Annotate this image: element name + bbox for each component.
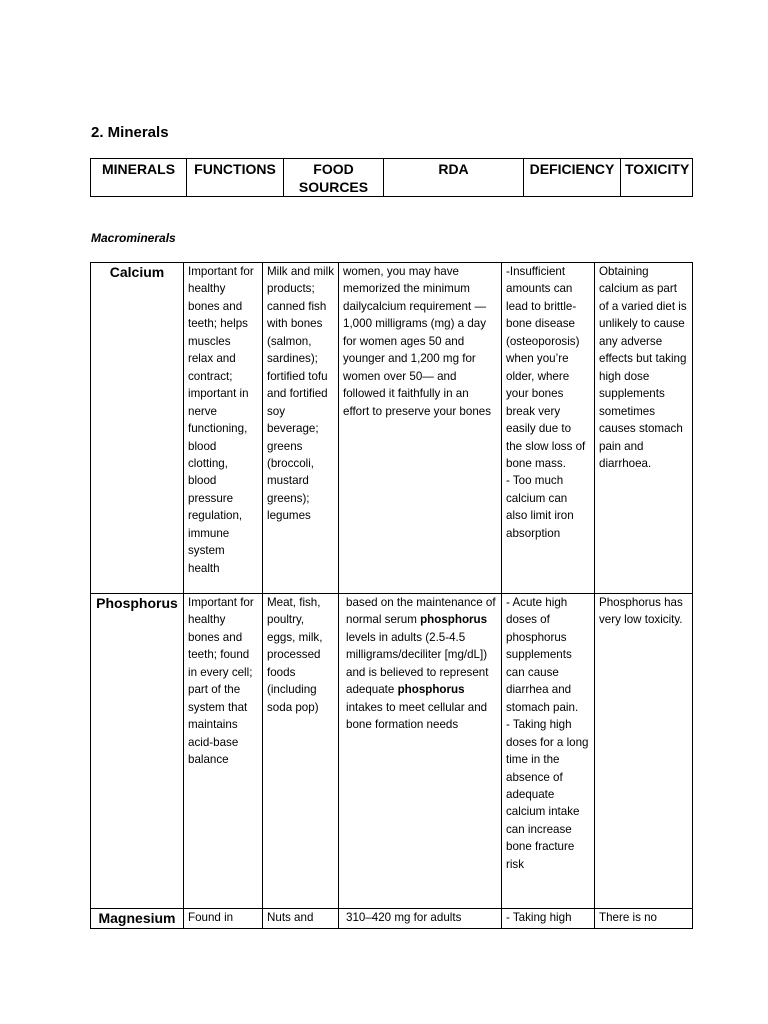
header-minerals: MINERALS bbox=[91, 159, 187, 197]
function-cell: Important for healthy bones and teeth; found in every cell; part of the system that maintains acid-base balance bbox=[184, 594, 263, 909]
deficiency-text: -Insufficient amounts can lead to brittle-bone disease (osteoporosis) when you’re older, where your bones break very easily due to the slow loss of bone mass. - Too much calcium can also limit iron absorption bbox=[506, 265, 586, 540]
header-food-sources: FOOD SOURCES bbox=[284, 159, 384, 197]
table-row-phosphorus bbox=[91, 594, 693, 909]
header-row bbox=[91, 159, 693, 197]
food-sources-cell: Milk and milk products; canned fish with bones (salmon, sardines); fortified tofu and fortified soy beverage; greens (broccoli, mustard greens); legumes bbox=[263, 263, 339, 594]
food-sources-cell: Meat, fish, poultry, eggs, milk, processed foods (including soda pop) bbox=[263, 594, 339, 909]
toxicity-cell: Phosphorus has very low toxicity. bbox=[595, 594, 693, 909]
deficiency-cell bbox=[502, 263, 595, 594]
table-row-calcium bbox=[91, 263, 693, 594]
mineral-name-cell: Calcium bbox=[91, 263, 184, 594]
rda-text-part-bold: phosphorus bbox=[420, 613, 488, 627]
page-heading: 2. Minerals bbox=[91, 124, 169, 141]
header-deficiency: DEFICIENCY bbox=[524, 159, 621, 197]
function-cell: Important for healthy bones and teeth; helps muscles relax and contract; important in nerve functioning, blood clotting, blood pressure regulation, immune system health bbox=[184, 263, 263, 594]
rda-text-part: levels in adults (2.5-4.5 milligrams/deciliter [mg/dL]) and is believed to represent adequate bbox=[346, 630, 489, 697]
toxicity-cell: There is no bbox=[595, 909, 693, 929]
table-row-magnesium bbox=[91, 909, 693, 929]
rda-cell: 310–420 mg for adults bbox=[339, 909, 502, 929]
deficiency-cell bbox=[502, 594, 595, 909]
mineral-name-cell: Phosphorus bbox=[91, 594, 184, 909]
header-rda: RDA bbox=[384, 159, 524, 197]
deficiency-text: - Acute high doses of phosphorus supplements can cause diarrhea and stomach pain. - Taking high doses for a long time in the absence of adequate calcium intake can increase bone fracture risk bbox=[506, 596, 589, 871]
header-functions: FUNCTIONS bbox=[187, 159, 284, 197]
food-sources-cell: Nuts and bbox=[263, 909, 339, 929]
section-label: Macrominerals bbox=[91, 231, 176, 245]
toxicity-cell: Obtaining calcium as part of a varied diet is unlikely to cause any adverse effects but taking high dose supplements sometimes causes stomach pain and diarrhoea. bbox=[595, 263, 693, 594]
column-header-table bbox=[90, 158, 693, 197]
rda-text-part: based on the maintenance of normal serum bbox=[346, 596, 496, 627]
header-toxicity: TOXICITY bbox=[621, 159, 693, 197]
rda-text-part-bold: phosphorus bbox=[397, 683, 465, 697]
deficiency-cell: - Taking high bbox=[502, 909, 595, 929]
rda-text-part: intakes to meet cellular and bone formation needs bbox=[346, 700, 488, 732]
minerals-table bbox=[90, 262, 693, 929]
mineral-name-cell: Magnesium bbox=[91, 909, 184, 929]
rda-cell: women, you may have memorized the minimum dailycalcium requirement —1,000 milligrams (mg) a day for women ages 50 and younger and 1,200 mg for women over 50— and followed it faithfully in an effort to preserve your bones bbox=[339, 263, 502, 594]
function-cell: Found in bbox=[184, 909, 263, 929]
rda-cell bbox=[339, 594, 502, 909]
